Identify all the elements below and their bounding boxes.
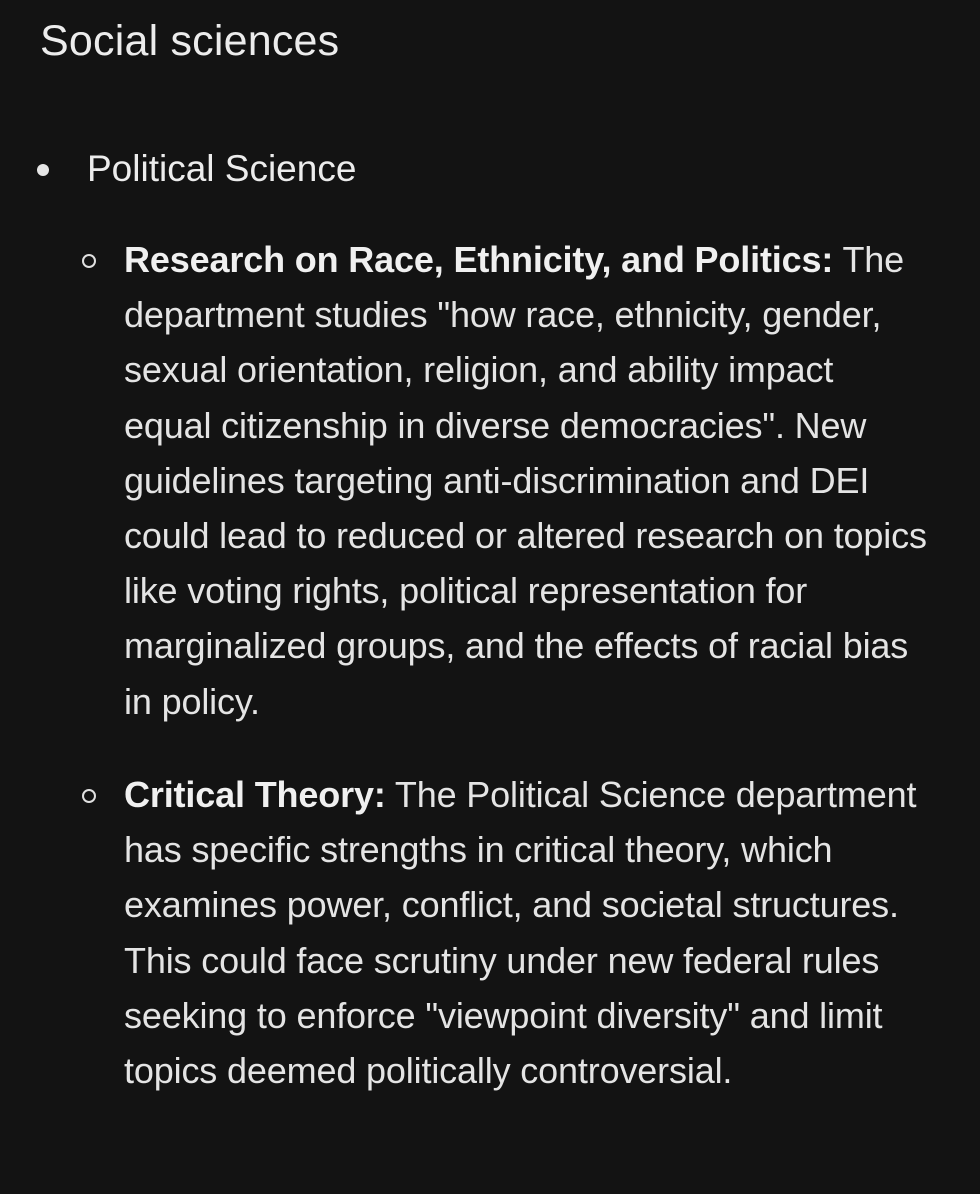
- sub-list-item-body: The department studies "how race, ethnicity, gender, sexual orientation, religion, and ability impact equal citizenship in diverse democracies". New guidelines targeting anti-discrimination and DEI could lead to reduced or altered research on topics like voting rights, political representation for marginalized groups, and the effects of racial bias in policy.: [124, 239, 927, 722]
- filled-bullet-icon: [37, 164, 49, 176]
- section-heading: Social sciences: [40, 17, 340, 65]
- sub-list-item-text: [124, 232, 930, 729]
- hollow-bullet-icon: [82, 789, 96, 803]
- sub-list-item-label: Research on Race, Ethnicity, and Politics:: [124, 239, 834, 280]
- sub-list-item-label: Critical Theory:: [124, 774, 386, 815]
- sub-list-item-body: The Political Science department has specific strengths in critical theory, which examines power, conflict, and societal structures. This could face scrutiny under new federal rules seeking to enforce "viewpoint diversity" and limit topics deemed politically controversial.: [124, 774, 917, 1092]
- list-item-political-science: [0, 140, 980, 200]
- list-item-label: Political Science: [87, 148, 357, 189]
- hollow-bullet-icon: [82, 254, 96, 268]
- sub-list-item-text: [124, 767, 930, 1098]
